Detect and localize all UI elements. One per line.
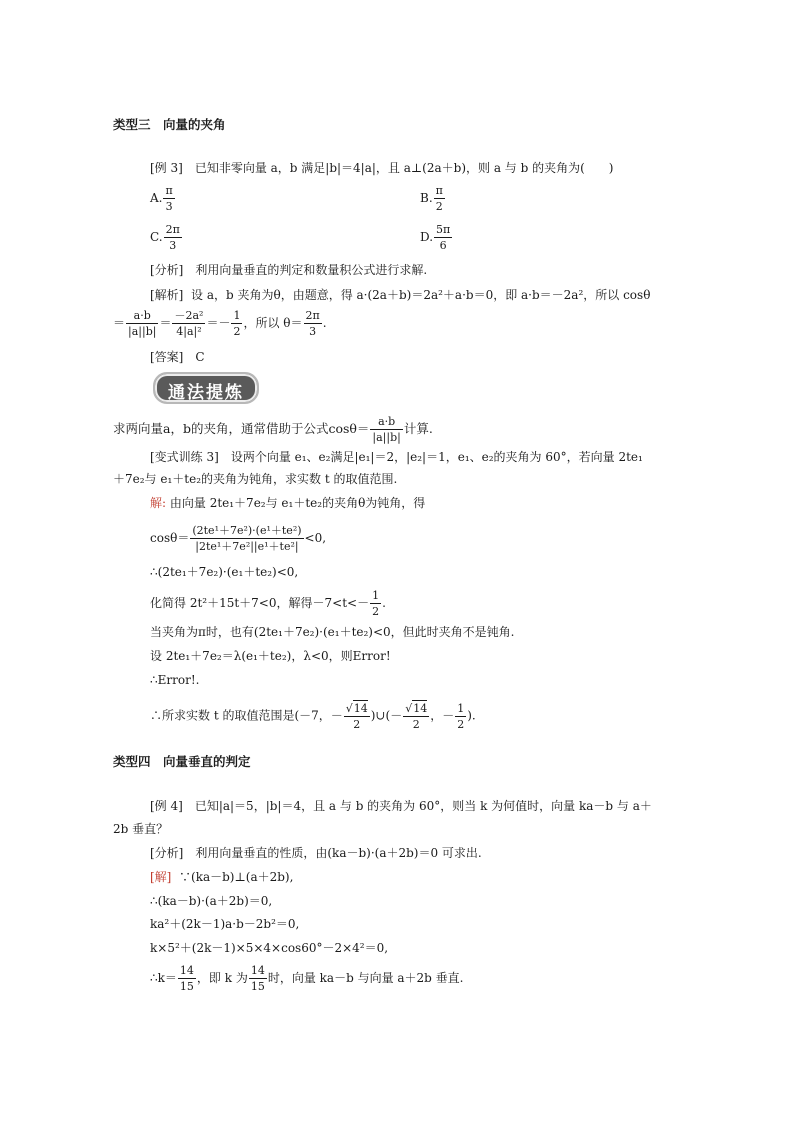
option-a-fraction: $\frac{\pi}{3}$ [165, 184, 173, 213]
example3-answer: [答案] C [150, 350, 205, 364]
example4-analysis: [分析] 利用向量垂直的性质，由(ka－b)·(a＋2b)＝0 可求出. [150, 846, 482, 860]
variant3-line7: ∴Error!. [150, 673, 200, 687]
method-summary-text: 求两向量a，b的夹角，通常借助于公式cosθ＝ $\frac{a\cdot b}{|a||b|}$ 计算. [113, 415, 433, 444]
option-c: C. $\frac{2\pi}{3}$ [150, 223, 180, 252]
example3-solution-line2: ＝ $\frac{a\cdot b}{|a||b|}$ ＝ $\frac{\text{－2a²}}{\text{4|a|²}}$ ＝－ $\frac{1}{2}$ ，所以 θ＝ $\frac{2\pi}{3}$ . [113, 309, 327, 338]
method-summary-badge: 通法提炼 [153, 372, 259, 404]
variant3-line2: ＋7e₂与 e₁＋te₂的夹角为钝角，求实数 t 的取值范围. [113, 472, 398, 486]
option-d: D. $\frac{5\pi}{6}$ [420, 223, 451, 252]
section-heading-type4: 类型四 向量垂直的判定 [113, 754, 251, 769]
option-b-fraction: $\frac{\pi}{2}$ [435, 184, 443, 213]
example3-analysis: [分析] 利用向量垂直的判定和数量积公式进行求解. [150, 263, 428, 277]
example4-line5: k×5²＋(2k－1)×5×4×cos60°－2×4²＝0, [150, 941, 389, 955]
variant3-line4: 化简得 2t²＋15t＋7<0，解得－7<t<－ $\frac{1}{2}$ . [150, 589, 386, 618]
example4-line3: ∴(ka－b)·(a＋2b)＝0, [150, 894, 273, 908]
example4-line2: 2b 垂直？ [113, 822, 169, 836]
example3-solution-line1: [解析] 设 a，b 夹角为θ，由题意，得 a·(2a＋b)＝2a²＋a·b＝0，即 a·b＝－2a²，所以 cosθ [150, 288, 651, 302]
variant3-line8: ∴所求实数 t 的取值范围是(－7，－ $\frac{√14}{2}$ )∪(－ $\frac{√14}{2}$ ，－ $\frac{1}{2}$ ). [150, 701, 476, 731]
example4-solution-tag: [解] [150, 870, 172, 884]
variant3-line6: 设 2te₁＋7e₂＝λ(e₁＋te₂)，λ<0，则Error! [150, 649, 391, 663]
variant3-line5: 当夹角为π时，也有(2te₁＋7e₂)·(e₁＋te₂)<0，但此时夹角不是钝角. [150, 625, 515, 639]
section-heading-type3: 类型三 向量的夹角 [113, 117, 226, 132]
option-a: A. $\frac{\pi}{3}$ [150, 184, 173, 213]
variant3-cos-formula: cosθ＝ $\frac{\text{(2te¹＋7e²)·(e¹＋te²)}}{\text{|2te¹＋7e²||e¹＋te²|}}$ <0, [150, 524, 327, 553]
option-b: B. $\frac{\pi}{2}$ [420, 184, 443, 213]
solution-tag: [解析] [150, 288, 184, 302]
variant3-line1: [变式训练 3] 设两个向量 e₁、e₂满足|e₁|＝2，|e₂|＝1，e₁、e₂的夹角为 60°，若向量 2te₁ [150, 450, 643, 464]
example4-line1: [例 4] 已知|a|＝5，|b|＝4，且 a 与 b 的夹角为 60°，则当 k 为何值时，向量 ka－b 与 a＋ [150, 799, 652, 813]
option-c-fraction: $\frac{2\pi}{3}$ [165, 223, 180, 252]
example4-conclusion: ∴k＝ $\frac{14}{15}$ ，即 k 为 $\frac{14}{15}$ 时，向量 ka－b 与向量 a＋2b 垂直. [150, 964, 464, 993]
option-d-fraction: $\frac{5\pi}{6}$ [436, 223, 451, 252]
example4-solution-line1: [解] ∵(ka－b)⊥(a＋2b), [150, 870, 294, 884]
variant3-line3: ∴(2te₁＋7e₂)·(e₁＋te₂)<0, [150, 565, 299, 579]
example4-line4: ka²＋(2k－1)a·b－2b²＝0, [150, 917, 300, 931]
example3-stem: [例 3] 已知非零向量 a，b 满足|b|＝4|a|，且 a⊥(2a＋b)，则 a 与 b 的夹角为( ) [150, 161, 614, 175]
variant3-solution-line1: 解: 由向量 2te₁＋7e₂与 e₁＋te₂的夹角θ为钝角，得 [150, 496, 426, 510]
variant3-solution-tag: 解: [150, 496, 167, 510]
